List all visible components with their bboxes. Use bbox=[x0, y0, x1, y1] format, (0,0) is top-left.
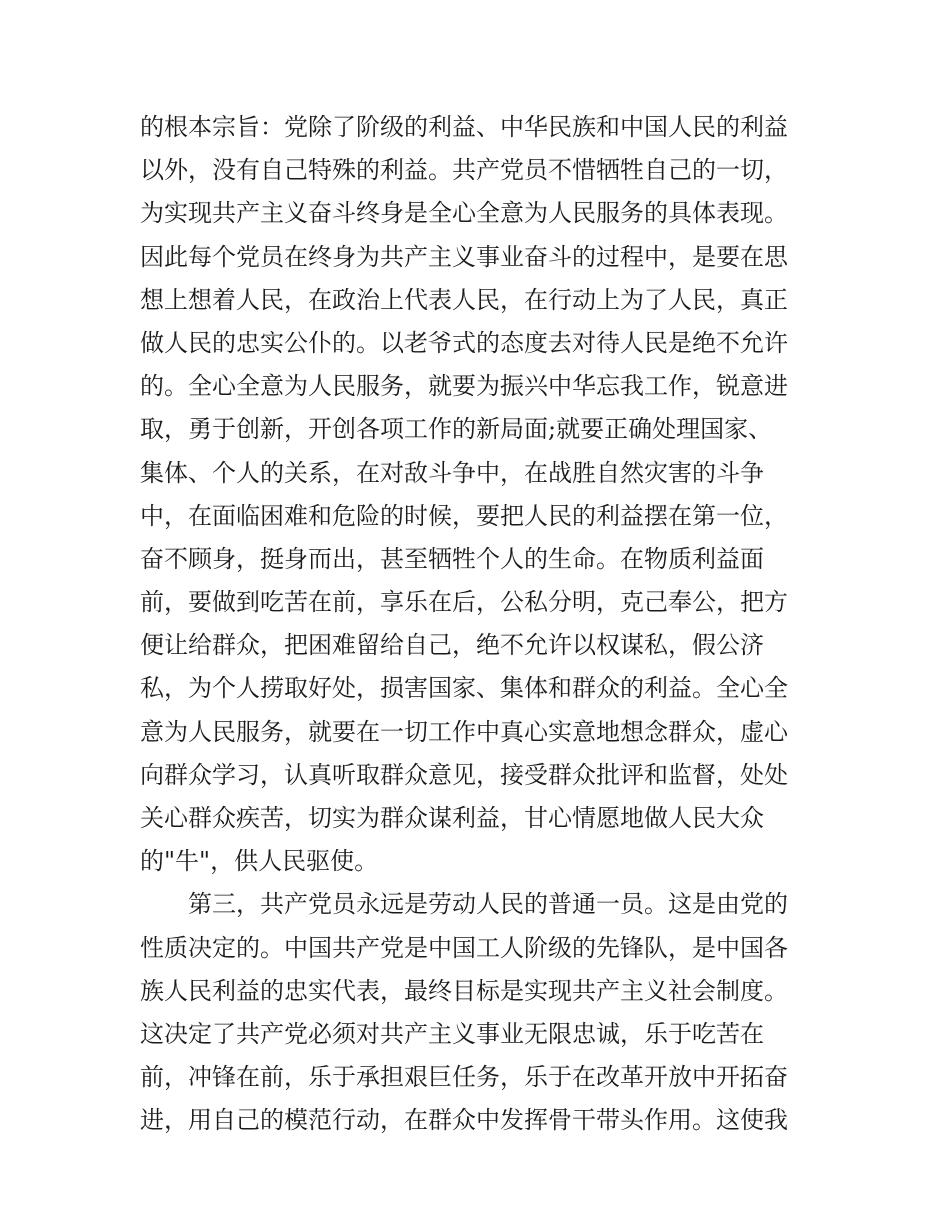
text-line: 为实现共产主义奋斗终身是全心全意为人民服务的具体表现。 bbox=[140, 199, 788, 228]
text-line: 中，在面临困难和危险的时候，要把人民的利益摆在第一位， bbox=[140, 501, 788, 530]
text-line: 奋不顾身，挺身而出，甚至牺牲个人的生命。在物质利益面 bbox=[140, 544, 764, 573]
text-line: 取，勇于创新，开创各项工作的新局面;就要正确处理国家、 bbox=[140, 415, 773, 444]
text-line: 意为人民服务，就要在一切工作中真心实意地想念群众，虚心 bbox=[140, 717, 788, 746]
text-line: 前，要做到吃苦在前，享乐在后，公私分明，克己奉公，把方 bbox=[140, 588, 788, 617]
text-line: 进，用自己的模范行动，在群众中发挥骨干带头作用。这使我 bbox=[140, 1106, 788, 1135]
text-line: 的根本宗旨：党除了阶级的利益、中华民族和中国人民的利益 bbox=[140, 113, 788, 141]
text-line: 以外，没有自己特殊的利益。共产党员不惜牺牲自己的一切， bbox=[140, 156, 788, 185]
text-line: 性质决定的。中国共产党是中国工人阶级的先锋队，是中国各 bbox=[140, 933, 788, 962]
text-line: 便让给群众，把困难留给自己，绝不允许以权谋私，假公济 bbox=[140, 631, 764, 660]
text-line: 前，冲锋在前，乐于承担艰巨任务，乐于在改革开放中开拓奋 bbox=[140, 1063, 788, 1092]
text-line: 的"牛"，供人民驱使。 bbox=[140, 847, 379, 876]
text-line: 第三，共产党员永远是劳动人民的普通一员。这是由党的 bbox=[140, 890, 788, 919]
text-line: 因此每个党员在终身为共产主义事业奋斗的过程中，是要在思 bbox=[140, 242, 788, 271]
text-line: 这决定了共产党必须对共产主义事业无限忠诚，乐于吃苦在 bbox=[140, 1019, 764, 1048]
text-line: 做人民的忠实公仆的。以老爷式的态度去对待人民是绝不允许 bbox=[140, 328, 788, 357]
text-line: 集体、个人的关系，在对敌斗争中，在战胜自然灾害的斗争 bbox=[140, 458, 764, 487]
text-line: 的。全心全意为人民服务，就要为振兴中华忘我工作，锐意进 bbox=[140, 372, 788, 401]
text-line: 关心群众疾苦，切实为群众谋利益，甘心情愿地做人民大众 bbox=[140, 804, 764, 832]
text-line: 私，为个人捞取好处，损害国家、集体和群众的利益。全心全 bbox=[140, 674, 788, 703]
text-line: 想上想着人民，在政治上代表人民，在行动上为了人民，真正 bbox=[140, 285, 788, 314]
text-line: 族人民利益的忠实代表，最终目标是实现共产主义社会制度。 bbox=[140, 976, 788, 1005]
body-text bbox=[140, 106, 820, 1143]
text-line: 向群众学习，认真听取群众意见，接受群众批评和监督，处处 bbox=[140, 760, 788, 789]
